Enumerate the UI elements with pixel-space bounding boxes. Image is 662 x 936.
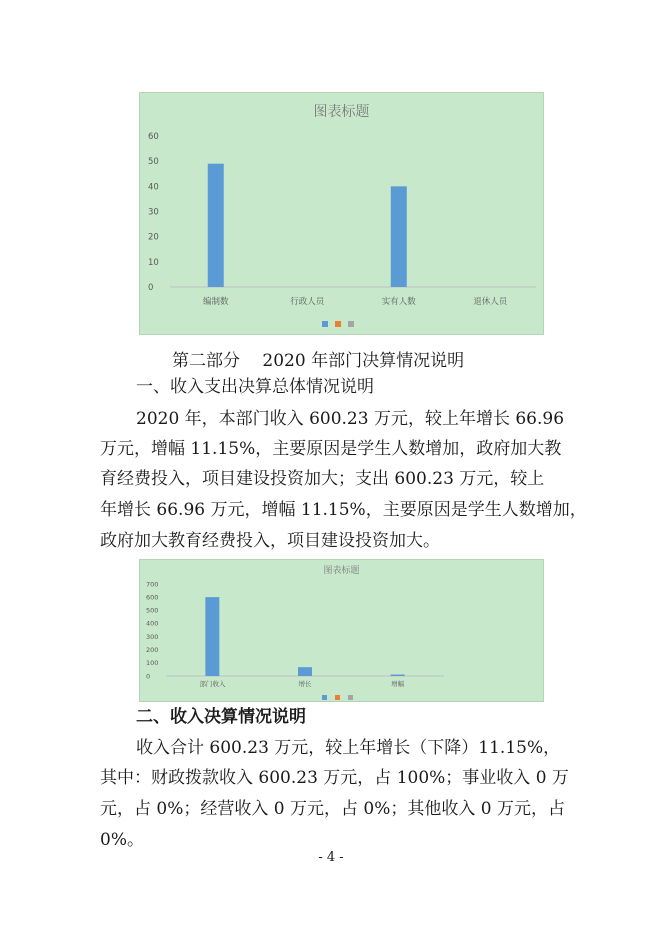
paragraph-2-line-4: 0%。 bbox=[100, 830, 144, 850]
staff-chart-plot bbox=[140, 93, 543, 334]
legend-swatch bbox=[322, 321, 328, 327]
bar bbox=[205, 597, 219, 676]
paragraph-1-line-4: 年增长 66.96 万元，增幅 11.15%，主要原因是学生人数增加， bbox=[100, 500, 587, 520]
legend-swatch bbox=[348, 321, 354, 327]
x-tick-label: 编制数 bbox=[202, 297, 229, 307]
y-tick-label: 200 bbox=[146, 645, 159, 654]
y-tick-label: 100 bbox=[146, 659, 159, 668]
paragraph-2-line-1: 收入合计 600.23 万元，较上年增长（下降）11.15%， bbox=[136, 738, 561, 758]
y-tick-label: 0 bbox=[148, 282, 154, 293]
x-tick-label: 退休人员 bbox=[473, 297, 508, 307]
y-tick-label: 700 bbox=[146, 580, 159, 589]
y-tick-label: 500 bbox=[146, 606, 159, 615]
x-tick-label: 增幅 bbox=[391, 680, 405, 688]
chart-title: 图表标题 bbox=[313, 104, 370, 120]
section-heading-2: 二、收入决算情况说明 bbox=[136, 707, 306, 727]
bar bbox=[391, 675, 405, 676]
staff-chart bbox=[139, 92, 544, 335]
y-tick-label: 600 bbox=[146, 593, 159, 602]
chart-title: 图表标题 bbox=[323, 566, 360, 576]
legend-swatch bbox=[335, 695, 340, 700]
paragraph-1-line-5: 政府加大教育经费投入，项目建设投资加大。 bbox=[100, 531, 440, 551]
bar bbox=[298, 667, 312, 676]
x-tick-label: 实有人数 bbox=[381, 297, 416, 307]
y-tick-label: 40 bbox=[148, 182, 159, 193]
y-tick-label: 10 bbox=[148, 257, 159, 268]
paragraph-1-line-1: 2020 年，本部门收入 600.23 万元，较上年增长 66.96 bbox=[136, 409, 565, 429]
y-tick-label: 300 bbox=[146, 632, 159, 641]
section-heading-1: 一、收入支出决算总体情况说明 bbox=[136, 377, 374, 397]
y-tick-label: 60 bbox=[148, 131, 159, 142]
paragraph-1-line-2: 万元，增幅 11.15%，主要原因是学生人数增加，政府加大教 bbox=[100, 439, 562, 459]
y-tick-label: 20 bbox=[148, 232, 159, 243]
y-tick-label: 400 bbox=[146, 619, 159, 628]
paragraph-2-line-3: 元，占 0%；经营收入 0 万元，占 0%；其他收入 0 万元，占 bbox=[100, 799, 565, 819]
x-tick-label: 行政人员 bbox=[290, 297, 325, 307]
legend-swatch bbox=[322, 695, 327, 700]
legend-swatch bbox=[348, 695, 353, 700]
part-title: 第二部分 2020 年部门决算情况说明 bbox=[172, 351, 465, 371]
y-tick-label: 30 bbox=[148, 207, 159, 218]
y-tick-label: 50 bbox=[148, 157, 159, 168]
bar bbox=[391, 186, 407, 287]
income-chart bbox=[139, 559, 544, 702]
x-tick-label: 部门收入 bbox=[199, 680, 226, 688]
income-chart-plot bbox=[140, 560, 543, 701]
paragraph-1-line-3: 育经费投入，项目建设投资加大；支出 600.23 万元，较上 bbox=[100, 469, 545, 489]
page-number: - 4 - bbox=[318, 850, 344, 865]
bar bbox=[208, 164, 224, 287]
x-tick-label: 增长 bbox=[298, 680, 312, 688]
legend-swatch bbox=[335, 321, 341, 327]
paragraph-2-line-2: 其中：财政拨款收入 600.23 万元，占 100%；事业收入 0 万 bbox=[100, 768, 569, 788]
y-tick-label: 0 bbox=[146, 672, 151, 681]
